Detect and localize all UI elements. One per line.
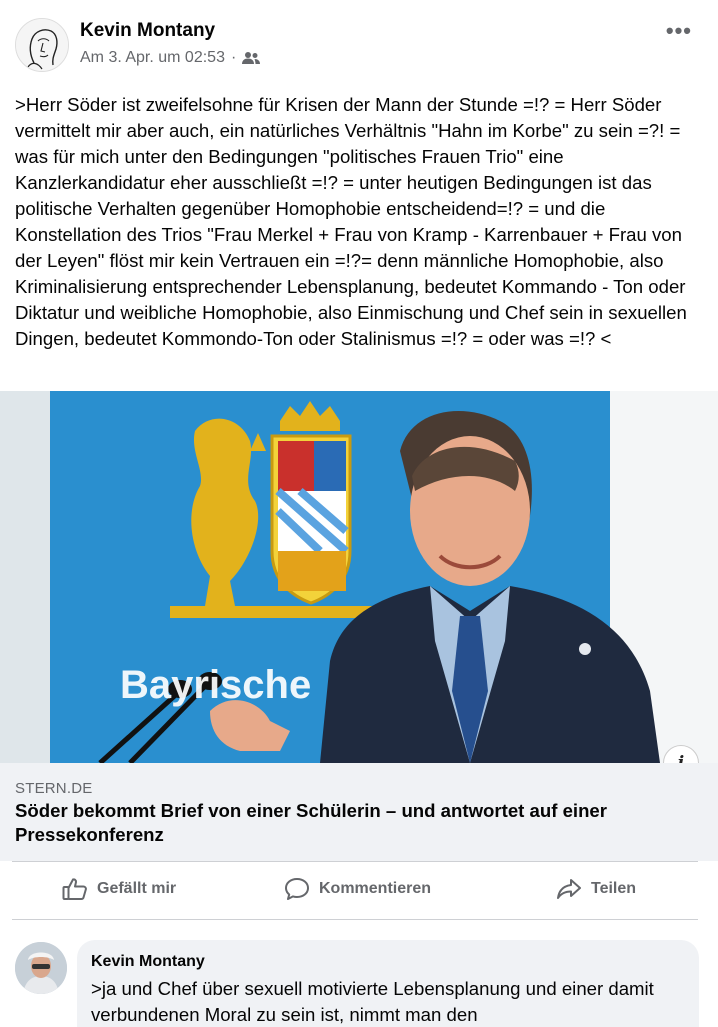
author-avatar[interactable]	[15, 18, 69, 72]
comment-text: >ja und Chef über sexuell motivierte Lebensplanung und einer damit verbundenen Moral zu sein ist, nimmt man den	[91, 978, 654, 1025]
post-author-name[interactable]: Kevin Montany	[80, 20, 216, 41]
link-domain: STERN.DE	[15, 780, 93, 797]
comment-author-avatar[interactable]	[15, 942, 67, 994]
post-header	[0, 0, 718, 84]
post-meta	[80, 49, 260, 67]
user-photo-icon	[15, 942, 67, 994]
post-body-text: >Herr Söder ist zweifelsohne für Krisen der Mann der Stunde =!? = Herr Söder vermittelt mir aber auch, ein natürliches Verhältnis "Hahn im Korbe" zu sein =?! = was für mich unter den Bedingungen "politisches Frauen Trio" eine Kanzlerkandidatur eher ausschließt =!? = unter heutigen Bedingungen ist das politische Verhalten gegenüber Homophobie entscheidend=!? = und die Konstellation des Trios "Frau Merkel + Frau von Kramp - Karrenbauer + Frau von der Leyen" flöst mir kein Vertrauen ein =!?= denn männliche Homophobie, also Kriminalisierung entsprechender Lebensplanung, bedeutet Kommando - Ton oder Diktatur und weibliche Homophobie, also Einmischung und Chef sein in sexuellen Dingen, bedeutet Kommondo-Ton oder Stalinismus =!? = oder was =!? <	[15, 94, 687, 349]
share-arrow-icon	[556, 877, 582, 901]
comment-bubble	[77, 940, 699, 1027]
photo-sign-text: Bayrische	[120, 663, 312, 707]
like-button[interactable]	[62, 877, 176, 901]
comment-label: Kommentieren	[319, 880, 432, 897]
share-button[interactable]	[556, 877, 636, 901]
comment-author-name[interactable]: Kevin Montany	[91, 953, 205, 970]
link-preview-image[interactable]	[0, 391, 718, 763]
link-title[interactable]: Söder bekommt Brief von einer Schülerin – und antwortet auf einer Pressekonferenz	[15, 800, 608, 845]
link-preview-box[interactable]	[0, 763, 718, 861]
comment-item	[0, 920, 718, 1027]
post-timestamp[interactable]: Am 3. Apr. um 02:53	[80, 49, 225, 66]
like-label: Gefällt mir	[97, 880, 177, 897]
press-conference-photo	[0, 391, 718, 763]
share-label: Teilen	[591, 880, 637, 897]
thumbs-up-icon	[62, 877, 88, 901]
friends-icon[interactable]	[242, 51, 260, 65]
divider-top	[12, 861, 698, 862]
comment-icon	[284, 877, 310, 901]
post-actions-bar	[0, 863, 718, 919]
sketch-portrait-icon	[16, 19, 69, 72]
more-options-icon[interactable]: •••	[665, 18, 692, 43]
meta-separator: ·	[230, 49, 237, 66]
comment-button[interactable]	[284, 877, 431, 901]
